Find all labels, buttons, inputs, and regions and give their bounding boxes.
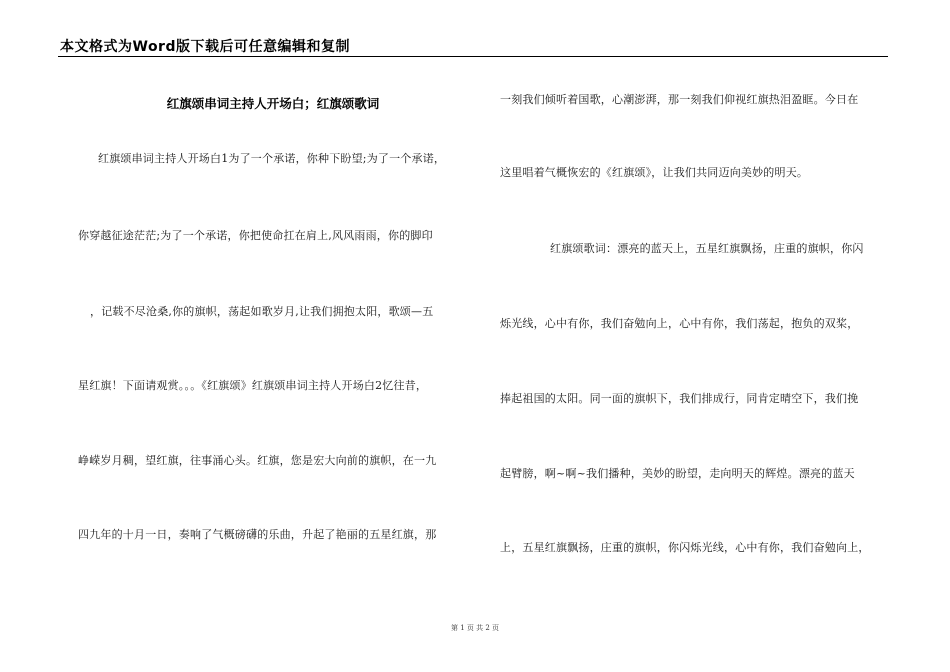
page-number-footer: 第 1 页 共 2 页	[450, 624, 500, 632]
document-title: 红旗颂串词主持人开场白；红旗颂歌词	[166, 96, 380, 111]
right-line-5: 捧起祖国的太阳。同一面的旗帜下，我们排成行，同肯定晴空下，我们挽	[500, 392, 859, 405]
left-line-6: 四九年的十月一日，奏响了气概磅礴的乐曲，升起了艳丽的五星红旗，那	[78, 528, 437, 541]
right-line-1: 一刻我们倾听着国歌，心潮澎湃，那一刻我们仰视红旗热泪盈眶。今日在	[500, 93, 859, 106]
left-line-5: 峥嵘岁月稠，望红旗，往事涌心头。红旗，您是宏大向前的旗帜，在一九	[78, 454, 437, 467]
left-line-1: 红旗颂串词主持人开场白1为了一个承诺，你种下盼望;为了一个承诺，	[98, 152, 446, 165]
header-divider	[58, 56, 888, 57]
right-line-4: 烁光线，心中有你，我们奋勉向上，心中有你，我们荡起，抱负的双桨，	[500, 317, 859, 330]
header-title: 本文格式为Word版下载后可任意编辑和复制	[60, 39, 350, 55]
right-line-7: 上，五星红旗飘扬，庄重的旗帜，你闪烁光线，心中有你，我们奋勉向上，	[500, 541, 870, 554]
left-line-3: ，记载不尽沧桑,你的旗帜，荡起如歌岁月,让我们拥抱太阳，歌颂—五	[90, 305, 434, 318]
right-line-3: 红旗颂歌词：漂亮的蓝天上，五星红旗飘扬，庄重的旗帜，你闪	[550, 242, 864, 255]
left-line-4: 星红旗！下面请观赏。。。《红旗颂》红旗颂串词主持人开场白2忆往昔，	[78, 379, 428, 392]
left-line-2: 你穿越征途茫茫;为了一个承诺，你把使命扛在肩上,风风雨雨，你的脚印	[78, 229, 433, 242]
right-line-6: 起臂膀，啊~啊~我们播种，美妙的盼望，走向明天的辉煌。漂亮的蓝天	[500, 467, 855, 480]
right-line-2: 这里唱着气概恢宏的《红旗颂》，让我们共同迈向美妙的明天。	[500, 166, 809, 179]
